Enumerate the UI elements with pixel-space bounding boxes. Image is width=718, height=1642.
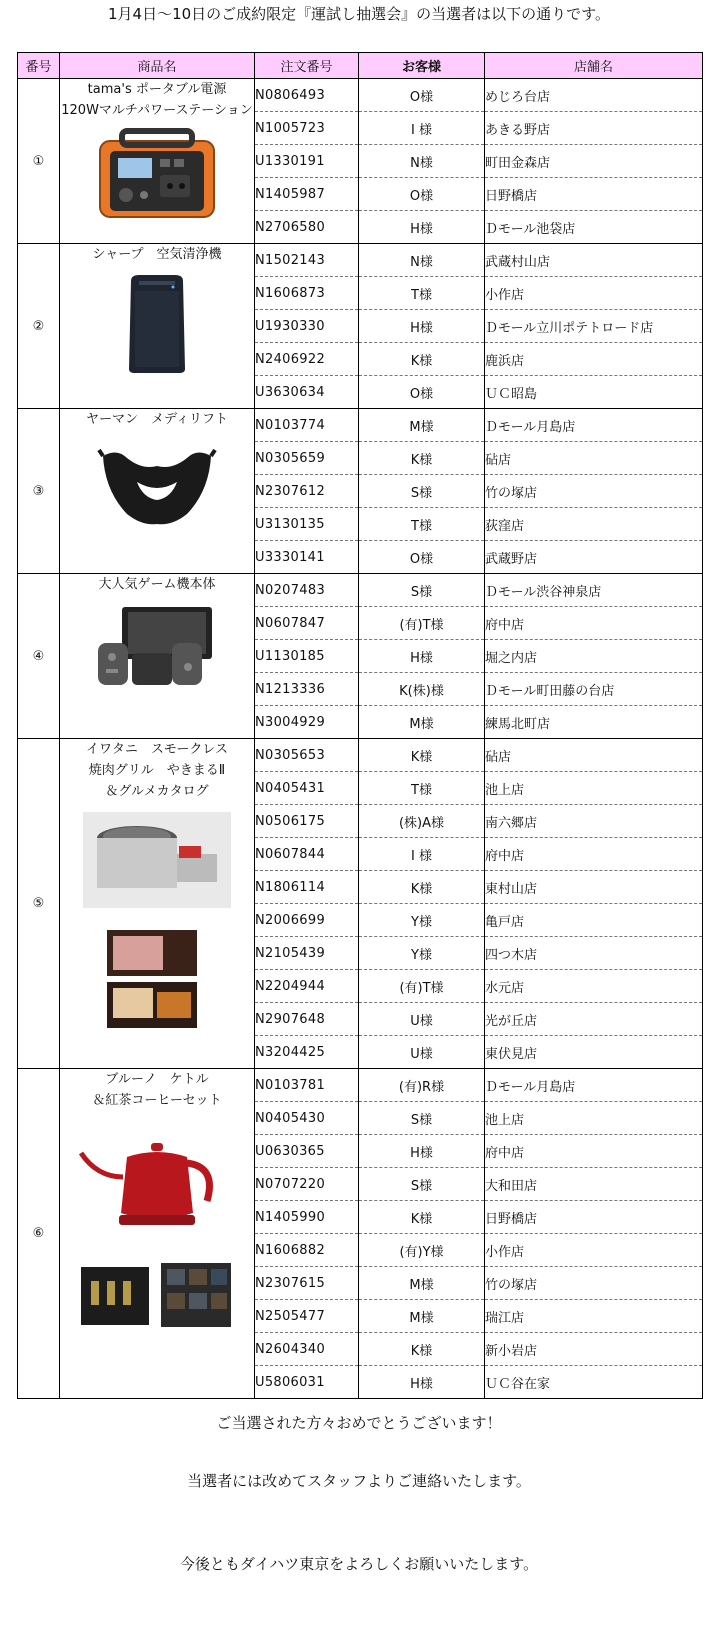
table-row: [18, 1069, 703, 1102]
order-number: N3204425: [255, 1036, 359, 1069]
store-name: 光が丘店: [485, 1003, 703, 1036]
kettle-and-tea-set-image: [60, 1117, 254, 1344]
order-number: N2604340: [255, 1333, 359, 1366]
customer-name: O様: [359, 541, 485, 574]
store-name: 東伏見店: [485, 1036, 703, 1069]
order-number: N2907648: [255, 1003, 359, 1036]
store-name: 鹿浜店: [485, 343, 703, 376]
portable-power-station-image: [60, 127, 254, 229]
store-name: 小作店: [485, 1234, 703, 1267]
store-name: 小作店: [485, 277, 703, 310]
prize-name: シャープ 空気清浄機: [92, 247, 222, 262]
customer-name: K様: [359, 343, 485, 376]
prize-cell: [60, 79, 255, 244]
order-number: N0103781: [255, 1069, 359, 1102]
prize-number: ⑥: [18, 1069, 60, 1399]
order-number: N0305653: [255, 739, 359, 772]
store-name: 日野橋店: [485, 1201, 703, 1234]
order-number: N1005723: [255, 112, 359, 145]
customer-name: T様: [359, 772, 485, 805]
prize-name: ヤーマン メディリフト: [86, 412, 228, 427]
customer-name: H様: [359, 211, 485, 244]
customer-name: S様: [359, 574, 485, 607]
store-name: 竹の塚店: [485, 475, 703, 508]
customer-name: (有)T様: [359, 607, 485, 640]
order-number: N2307615: [255, 1267, 359, 1300]
store-name: 東村山店: [485, 871, 703, 904]
customer-name: N様: [359, 244, 485, 277]
order-number: N0405430: [255, 1102, 359, 1135]
customer-name: K様: [359, 1333, 485, 1366]
customer-name: K様: [359, 739, 485, 772]
prize-number: ②: [18, 244, 60, 409]
prize-name: ブルーノ ケトル ＆紅茶コーヒーセット: [92, 1072, 222, 1108]
customer-name: I 様: [359, 112, 485, 145]
game-console-image: [60, 601, 254, 698]
customer-name: H様: [359, 640, 485, 673]
prize-cell: [60, 244, 255, 409]
order-number: N3004929: [255, 706, 359, 739]
order-number: N1502143: [255, 244, 359, 277]
order-number: N2307612: [255, 475, 359, 508]
store-name: Ｄモール町田藤の台店: [485, 673, 703, 706]
customer-name: I 様: [359, 838, 485, 871]
customer-name: T様: [359, 277, 485, 310]
order-number: U1330191: [255, 145, 359, 178]
customer-name: H様: [359, 1366, 485, 1399]
prize-number: ①: [18, 79, 60, 244]
store-name: 大和田店: [485, 1168, 703, 1201]
prize-number: ④: [18, 574, 60, 739]
order-number: N2406922: [255, 343, 359, 376]
order-number: N1606882: [255, 1234, 359, 1267]
customer-name: U様: [359, 1036, 485, 1069]
customer-name: K様: [359, 871, 485, 904]
customer-name: K(株)様: [359, 673, 485, 706]
header-row: [18, 53, 703, 79]
order-number: U3130135: [255, 508, 359, 541]
store-name: 荻窪店: [485, 508, 703, 541]
order-number: N1405987: [255, 178, 359, 211]
customer-name: O様: [359, 376, 485, 409]
order-number: N1606873: [255, 277, 359, 310]
store-name: ＵＣ谷在家: [485, 1366, 703, 1399]
order-number: N2105439: [255, 937, 359, 970]
customer-name: M様: [359, 409, 485, 442]
order-number: N0405431: [255, 772, 359, 805]
prize-name: tama's ポータブル電源 120Wマルチパワーステーション: [61, 82, 253, 118]
order-number: N0707220: [255, 1168, 359, 1201]
order-number: N2505477: [255, 1300, 359, 1333]
order-number: U3630634: [255, 376, 359, 409]
customer-name: Y様: [359, 904, 485, 937]
store-name: 瑞江店: [485, 1300, 703, 1333]
header-order: 注文番号: [255, 53, 359, 79]
prize-cell: [60, 409, 255, 574]
store-name: 砧店: [485, 739, 703, 772]
customer-name: O様: [359, 79, 485, 112]
congrats-message: ご当選された方々おめでとうございます！: [216, 1414, 502, 1432]
store-name: 武蔵野店: [485, 541, 703, 574]
winners-table: [17, 52, 703, 1399]
store-name: 町田金森店: [485, 145, 703, 178]
face-mask-image: [60, 436, 254, 538]
prize-name: 大人気ゲーム機本体: [98, 577, 216, 592]
order-number: N0806493: [255, 79, 359, 112]
table-row: [18, 79, 703, 112]
store-name: Ｄモール池袋店: [485, 211, 703, 244]
order-number: U1130185: [255, 640, 359, 673]
customer-name: H様: [359, 1135, 485, 1168]
header-product: 商品名: [60, 53, 255, 79]
contact-message: 当選者には改めてスタッフよりご連絡いたします。: [187, 1472, 531, 1490]
store-name: Ｄモール月島店: [485, 1069, 703, 1102]
customer-name: H様: [359, 310, 485, 343]
store-name: 池上店: [485, 772, 703, 805]
grill-and-catalog-image: [60, 808, 254, 1045]
customer-name: S様: [359, 1102, 485, 1135]
order-number: U5806031: [255, 1366, 359, 1399]
order-number: N1213336: [255, 673, 359, 706]
customer-name: M様: [359, 1300, 485, 1333]
prize-number: ⑤: [18, 739, 60, 1069]
closing-message: 今後ともダイハツ東京をよろしくお願いいたします。: [179, 1555, 539, 1573]
customer-name: (有)T様: [359, 970, 485, 1003]
customer-name: K様: [359, 442, 485, 475]
customer-name: (有)Y様: [359, 1234, 485, 1267]
table-row: [18, 739, 703, 772]
order-number: N1806114: [255, 871, 359, 904]
store-name: 府中店: [485, 607, 703, 640]
header-customer: お客様: [359, 53, 485, 79]
order-number: N0207483: [255, 574, 359, 607]
order-number: N2006699: [255, 904, 359, 937]
customer-name: (有)R様: [359, 1069, 485, 1102]
store-name: 砧店: [485, 442, 703, 475]
store-name: 新小岩店: [485, 1333, 703, 1366]
prize-cell: [60, 574, 255, 739]
store-name: Ｄモール渋谷神泉店: [485, 574, 703, 607]
customer-name: K様: [359, 1201, 485, 1234]
order-number: N1405990: [255, 1201, 359, 1234]
order-number: N0305659: [255, 442, 359, 475]
order-number: U1930330: [255, 310, 359, 343]
store-name: 池上店: [485, 1102, 703, 1135]
store-name: ＵＣ昭島: [485, 376, 703, 409]
order-number: N2204944: [255, 970, 359, 1003]
order-number: U3330141: [255, 541, 359, 574]
store-name: 府中店: [485, 838, 703, 871]
customer-name: Y様: [359, 937, 485, 970]
customer-name: M様: [359, 1267, 485, 1300]
order-number: N0607844: [255, 838, 359, 871]
store-name: 府中店: [485, 1135, 703, 1168]
order-number: N0103774: [255, 409, 359, 442]
customer-name: S様: [359, 475, 485, 508]
prize-cell: [60, 739, 255, 1069]
order-number: N2706580: [255, 211, 359, 244]
store-name: 竹の塚店: [485, 1267, 703, 1300]
header-store: 店舗名: [485, 53, 703, 79]
customer-name: N様: [359, 145, 485, 178]
customer-name: O様: [359, 178, 485, 211]
store-name: 練馬北町店: [485, 706, 703, 739]
air-purifier-image: [60, 271, 254, 383]
store-name: Ｄモール立川ポテトロード店: [485, 310, 703, 343]
table-row: [18, 574, 703, 607]
store-name: あきる野店: [485, 112, 703, 145]
store-name: 水元店: [485, 970, 703, 1003]
prize-number: ③: [18, 409, 60, 574]
customer-name: U様: [359, 1003, 485, 1036]
store-name: 南六郷店: [485, 805, 703, 838]
order-number: U0630365: [255, 1135, 359, 1168]
prize-name: イワタニ スモークレス 焼肉グリル やきまるⅡ ＆グルメカタログ: [86, 742, 228, 799]
store-name: 堀之内店: [485, 640, 703, 673]
header-num: 番号: [18, 53, 60, 79]
store-name: 武蔵村山店: [485, 244, 703, 277]
customer-name: M様: [359, 706, 485, 739]
order-number: N0506175: [255, 805, 359, 838]
page-title: 1月4日～10日のご成約限定『運試し抽選会』の当選者は以下の通りです。: [108, 5, 610, 23]
customer-name: (株)A様: [359, 805, 485, 838]
store-name: Ｄモール月島店: [485, 409, 703, 442]
store-name: 亀戸店: [485, 904, 703, 937]
prize-cell: [60, 1069, 255, 1399]
store-name: 日野橋店: [485, 178, 703, 211]
order-number: N0607847: [255, 607, 359, 640]
customer-name: T様: [359, 508, 485, 541]
store-name: 四つ木店: [485, 937, 703, 970]
table-row: [18, 409, 703, 442]
store-name: めじろ台店: [485, 79, 703, 112]
customer-name: S様: [359, 1168, 485, 1201]
table-row: [18, 244, 703, 277]
